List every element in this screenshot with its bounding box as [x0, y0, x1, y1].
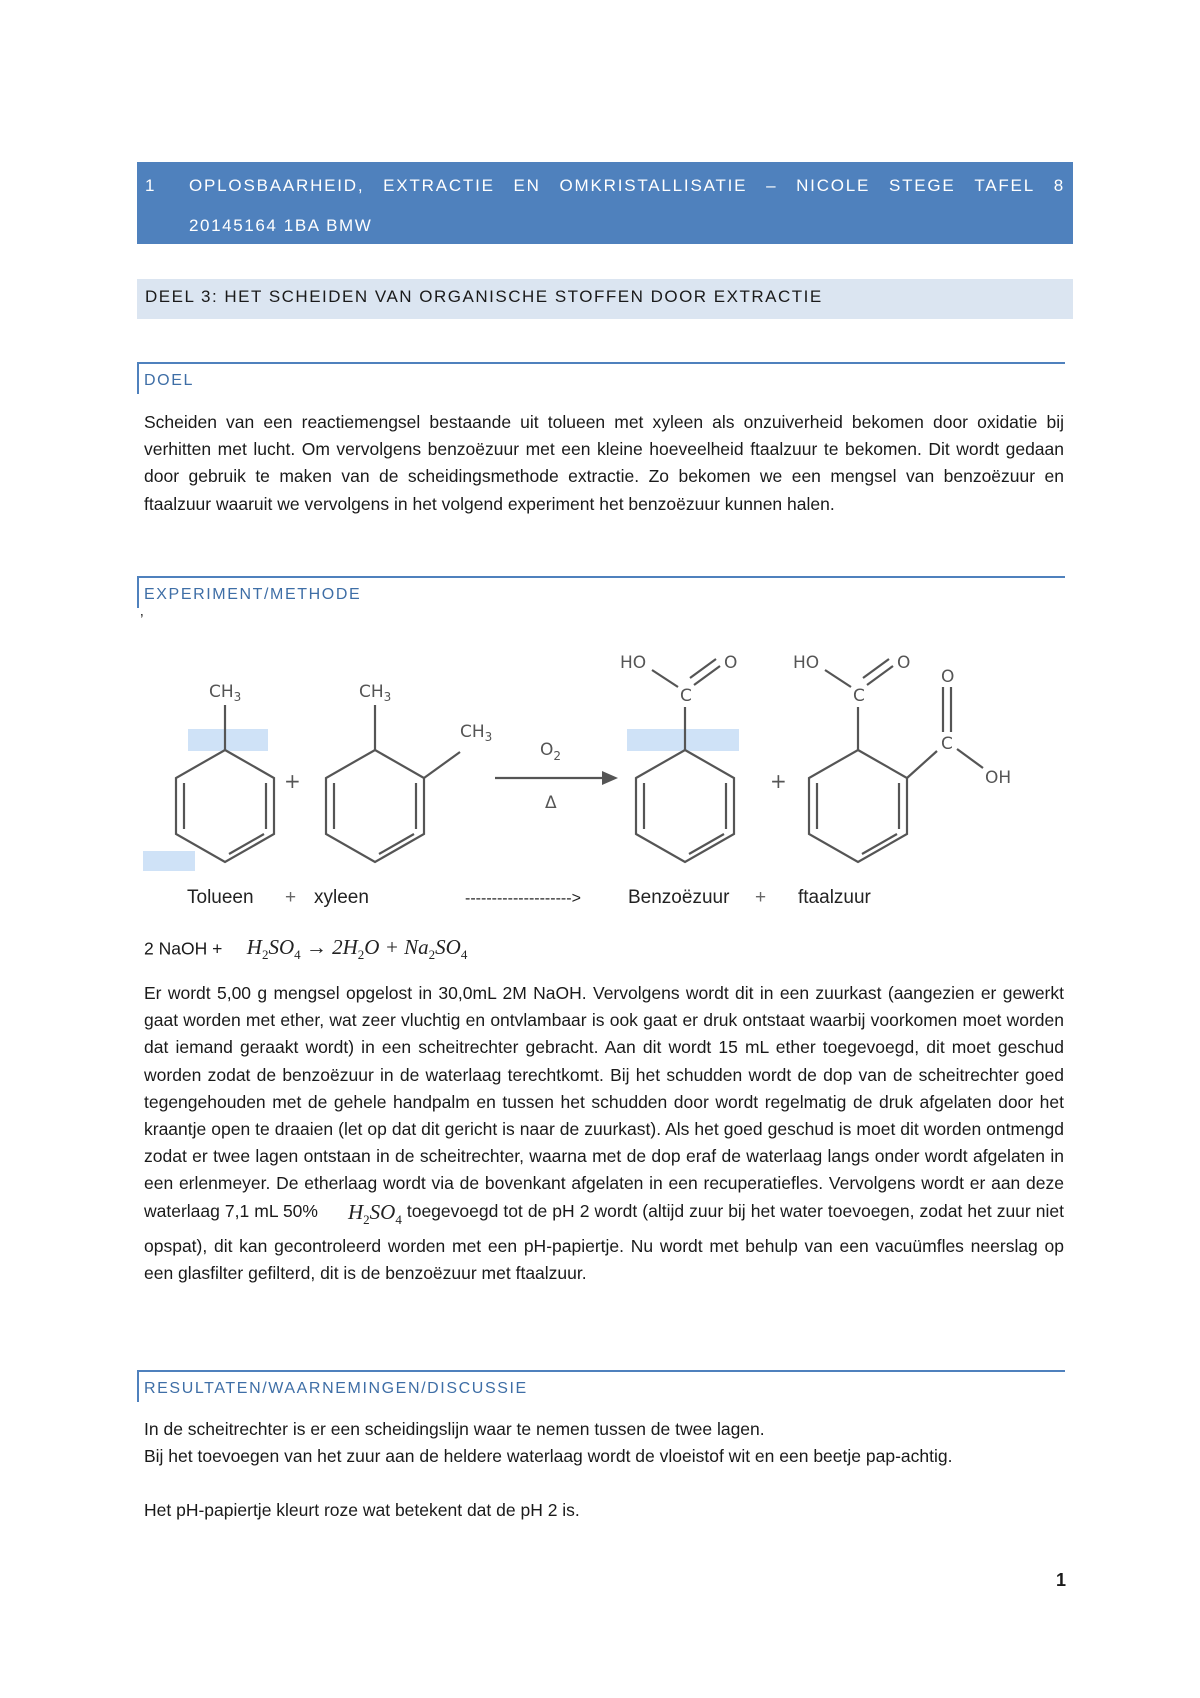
carboxyl-bond: [652, 670, 678, 687]
doel-paragraph: Scheiden van een reactiemengsel bestaande uit tolueen met xyleen als onzuiverheid bekomen door oxidatie bij verhitten met lucht. Om vervolgens benzoëzuur met een kleine hoeveelheid ftaalzuur te bekomen. Dit wordt gedaan door gebruik te maken van de scheidingsmethode extractie. Zo bekomen we een mengsel van benzoëzuur en ftaalzuur waaruit we vervolgens in het volgend experiment het benzoëzuur kunnen halen.: [144, 412, 1064, 514]
reaction-scheme: [140, 625, 1060, 915]
methyl-label: $CH_3$: [359, 682, 392, 704]
ring-double-bond: [862, 834, 897, 854]
caption-plus: +: [755, 887, 767, 908]
caption-ftaalzuur: ftaalzuur: [798, 887, 871, 908]
highlight-box: [188, 729, 268, 751]
carboxyl-double-bond: [863, 659, 889, 678]
page-number: 1: [1056, 1570, 1067, 1590]
toluene-ring: [176, 750, 274, 862]
hydroxyl-label: OH: [985, 768, 1012, 788]
section-heading-doel: DOEL: [137, 362, 1065, 394]
section-heading-experiment: EXPERIMENT/METHODE: [137, 576, 1065, 608]
hydroxyl-label: HO: [620, 653, 647, 673]
ring-double-bond: [379, 834, 414, 854]
highlight-box: [143, 851, 195, 871]
heading-1-number: 1: [145, 176, 156, 195]
heading-1-word: EN: [513, 176, 541, 195]
heading-1-word: OPLOSBAARHEID,: [189, 176, 365, 195]
method-text: toegevoegd tot de pH 2 wordt (altijd zuur bij het water toevoegen, zodat het zuur niet opspat), dit kan gecontroleerd worden met een pH-papiertje. Nu wordt met behulp van een vacuümfles neerslag op een glasfilter gefilterd, dit is de benzoëzuur met ftaalzuur.: [144, 1200, 1064, 1284]
reaction-arrowhead: [602, 771, 618, 785]
phthalic-acid-ring: [809, 750, 907, 862]
heading-1-word: OMKRISTALLISATIE: [559, 176, 748, 195]
heading-1-word: TAFEL: [974, 176, 1035, 195]
method-text: Er wordt 5,00 g mengsel opgelost in 30,0mL 2M NaOH. Vervolgens wordt dit in een zuurkast (aangezien er gewerkt gaat worden met ether, wat zeer vluchtig en ontvlambaar is ook gaat er druk ontstaat waarbij voorkomen moet worden dat iemand geraakt wordt) in een scheitrechter gebracht. Aan dit wordt 15 mL ether toegevoegd, dit moet geschud worden zodat de benzoëzuur in de waterlaag terechtkomt. Bij het schudden wordt de dop van de scheitrechter goed tegengehouden met de gehele handpalm en tussen het schudden door wordt regelmatig de druk afgelaten door het kraantje open te draaien (let op dat dit gericht is naar de zuurkast). Als het goed geschud is moet dit worden ontmengd zodat er twee lagen ontstaan in de scheitrechter, waarna met de dop eraf de waterlaag langs onder wordt afgelaten in een erlenmeyer. De etherlaag wordt via de bovenkant afgelaten in een recuperatiefles. Vervolgens wordt er aan deze waterlaag 7,1 mL 50%: [144, 983, 1064, 1221]
oxygen-condition: $O_2$: [540, 740, 562, 763]
caption-plus: +: [285, 887, 297, 908]
carboxyl-double-bond: [690, 659, 716, 678]
benzoic-acid-ring: [636, 750, 734, 862]
heading-1-word: 8: [1053, 176, 1065, 195]
carbon-label: C: [853, 686, 865, 706]
ring-double-bond: [229, 834, 264, 854]
caption-tolueen: Tolueen: [187, 887, 254, 908]
caption-benzoezuur: Benzoëzuur: [628, 887, 730, 908]
heading-1-word: EXTRACTIE: [383, 176, 495, 195]
equation-lead: 2 NaOH +: [144, 938, 223, 959]
method-paragraph: [144, 980, 1064, 1287]
sulfuric-acid-formula: $H_2SO_4$: [347, 1199, 402, 1227]
carbon-label: C: [680, 686, 692, 706]
plus-sign: +: [770, 769, 787, 793]
oxygen-label: O: [724, 653, 738, 673]
heading-1-title: [189, 176, 1065, 196]
stray-apostrophe: ’: [140, 612, 144, 629]
carboxyl-bond: [907, 751, 937, 778]
highlight-box: [627, 729, 739, 751]
carbon-label: C: [941, 734, 953, 754]
results-line: Het pH-papiertje kleurt roze wat betekent dat de pH 2 is.: [144, 1500, 580, 1520]
results-line: Bij het toevoegen van het zuur aan de heldere waterlaag wordt de vloeistof wit en een beetje pap-achtig.: [144, 1446, 953, 1466]
xylene-ring: [326, 750, 424, 862]
heading-1-word: STEGE: [888, 176, 956, 195]
heading-1-word: –: [766, 176, 778, 195]
section-heading-resultaten: RESULTATEN/WAARNEMINGEN/DISCUSSIE: [137, 1370, 1065, 1402]
heading-1: [137, 162, 1073, 244]
results-line: In de scheitrechter is er een scheidingslijn waar te nemen tussen de twee lagen.: [144, 1419, 765, 1439]
methyl-bond: [424, 752, 460, 778]
hydroxyl-label: HO: [793, 653, 820, 673]
caption-xyleen: xyleen: [314, 887, 369, 908]
caption-arrow: -------------------->: [465, 890, 581, 907]
ring-double-bond: [689, 834, 724, 854]
heading-1-subtitle: 20145164 1BA BMW: [189, 216, 373, 235]
heat-condition: Δ: [545, 793, 557, 813]
carboxyl-double-bond: [694, 666, 720, 685]
oxygen-label: O: [897, 653, 911, 673]
methyl-label: $CH_3$: [209, 682, 242, 704]
oxygen-label: O: [941, 667, 955, 687]
equation-formula: $H_2SO_4 \to 2H_2O + Na_2SO_4$: [246, 935, 468, 963]
carboxyl-bond: [957, 749, 983, 768]
plus-sign: +: [284, 769, 301, 793]
carboxyl-bond: [825, 670, 851, 687]
equation-row: [144, 935, 467, 971]
heading-2: DEEL 3: HET SCHEIDEN VAN ORGANISCHE STOFFEN DOOR EXTRACTIE: [137, 279, 1073, 319]
carboxyl-double-bond: [867, 666, 893, 685]
heading-1-word: NICOLE: [796, 176, 871, 195]
methyl-label: $CH_3$: [460, 722, 493, 744]
